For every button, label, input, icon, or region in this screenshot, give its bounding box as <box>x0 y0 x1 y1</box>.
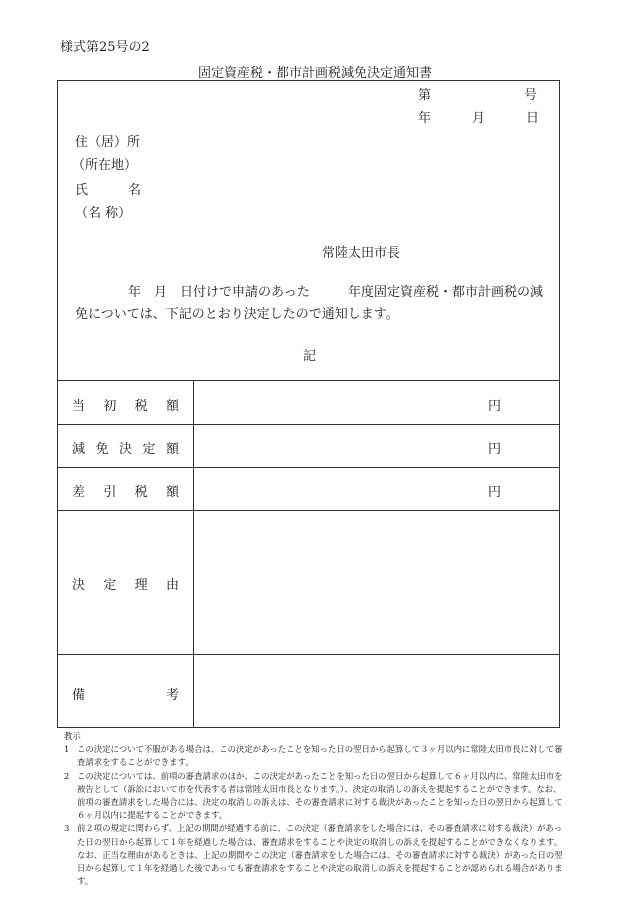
instruction-number: 3 <box>64 823 70 834</box>
divider-row-1 <box>57 424 560 425</box>
char: 額 <box>165 485 179 500</box>
char: 税 <box>134 485 148 500</box>
location-label: （所在地） <box>72 158 138 173</box>
instruction-number: 2 <box>64 770 70 781</box>
instruction-item <box>64 770 564 823</box>
char: 定 <box>142 442 156 457</box>
number-prefix: 第 <box>418 88 432 103</box>
label-reduction <box>57 438 193 457</box>
date-day: 日 <box>526 111 540 126</box>
address-label: 住（居）所 <box>75 135 141 150</box>
char: 考 <box>165 688 179 703</box>
instruction-item <box>64 822 564 888</box>
instruction-text: この決定については、前項の審査請求のほか、この決定があったことを知った日の翌日から起算して６ヶ月以内に、常陸太田市を被告として（訴訟において市を代表する者は常陸太田市長となります。）、決定の取消しの訴えを提起することができます。なお、前項の審査請求をした場合には、決定の取消しの訴えは、その審査請求に対する裁決があったことを知った日の翌日から起算して６ヶ月以内に提起することができます。 <box>77 770 563 821</box>
instruction-number: 1 <box>64 744 70 755</box>
char: 定 <box>103 578 117 593</box>
char: 決 <box>72 578 86 593</box>
name-label-first: 氏 <box>75 183 89 198</box>
body-line2: 免については、下記のとおり決定したので通知します。 <box>75 307 399 322</box>
name-label-second: 名 <box>128 183 142 198</box>
char: 差 <box>72 485 86 500</box>
divider-row-4 <box>57 654 560 655</box>
corp-name-label: （名 称） <box>75 206 132 221</box>
date-month: 月 <box>472 111 486 126</box>
instructions-heading: 教示 <box>64 731 81 741</box>
char: 初 <box>103 399 117 414</box>
yen-net-tax: 円 <box>488 485 502 500</box>
char: 理 <box>134 578 148 593</box>
char: 引 <box>103 485 117 500</box>
char: 税 <box>134 399 148 414</box>
label-reason <box>57 574 193 593</box>
char: 決 <box>118 442 132 457</box>
form-number: 様式第25号の2 <box>60 40 150 55</box>
divider-table-top <box>57 380 560 381</box>
yen-initial-tax: 円 <box>488 399 502 414</box>
instruction-item <box>64 743 564 769</box>
char: 由 <box>165 578 179 593</box>
char: 当 <box>72 399 86 414</box>
number-suffix: 号 <box>524 88 538 103</box>
ki-mark: 記 <box>303 349 317 364</box>
instructions <box>64 730 564 888</box>
yen-reduction: 円 <box>488 442 502 457</box>
date-year: 年 <box>418 111 432 126</box>
char: 額 <box>165 399 179 414</box>
label-remarks <box>57 684 193 703</box>
char: 備 <box>72 688 86 703</box>
divider-row-2 <box>57 467 560 468</box>
document-title: 固定資産税・都市計画税減免決定通知書 <box>197 66 432 81</box>
char: 減 <box>72 442 86 457</box>
body-line1-part2: 年度固定資産税・都市計画税の減 <box>348 285 544 300</box>
issuer: 常陸太田市長 <box>322 246 401 261</box>
char: 免 <box>95 442 109 457</box>
label-net-tax <box>57 481 193 500</box>
body-line1-part1: 年 月 日付けで申請のあった <box>128 285 310 300</box>
instruction-text: 前２項の規定に関わらず、上記の期間が経過する前に、この決定（審査請求をした場合には、その審査請求に対する裁決）があった日の翌日から起算して１年を経過した場合は、審査請求をすることや決定の取消しの訴えを提起することができなくなります。なお、正当な理由があるときは、上記の期間やこの決定（審査請求をした場合には、その審査請求に対する裁決）があった日の翌日から起算して１年を経過した後であっても審査請求をすることや決定の取消しの訴えを提起することが認められる場合があります。 <box>77 823 563 887</box>
label-initial-tax <box>57 395 193 414</box>
char: 額 <box>165 442 179 457</box>
instruction-text: この決定について不服がある場合は、この決定があったことを知った日の翌日から起算して３ヶ月以内に常陸太田市長に対して審査請求をすることができます。 <box>77 744 563 768</box>
divider-row-3 <box>57 510 560 511</box>
divider-column <box>193 380 194 728</box>
